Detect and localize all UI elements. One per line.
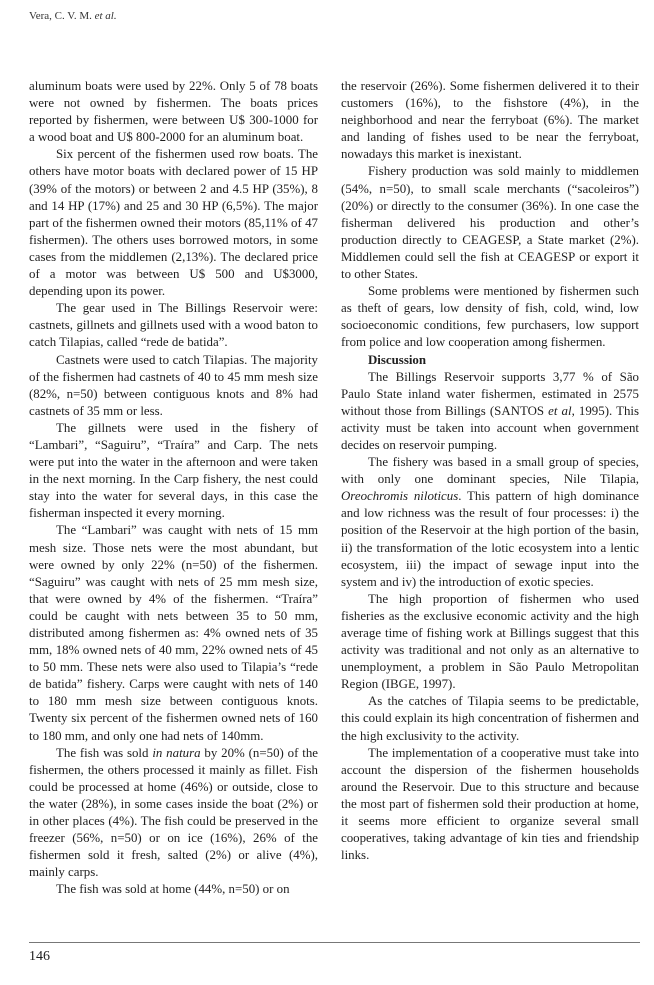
- paragraph: [341, 369, 639, 454]
- paragraph: Castnets were used to catch Tilapias. The majority of the fishermen had castnets of 40 to 45 mm mesh size (82%, n=50) between contiguous knots and 8% had castnets of 35 mm or less.: [29, 352, 318, 418]
- paragraph: The implementation of a cooperative must take into account the dispersion of the fishermen households around the Reservoir. Due to this structure and because the most part of fishermen sold their production at home, it seems more efficient to organize several small cooperatives, taking advantage of kin ties and friendship links.: [341, 745, 639, 863]
- paragraph: Fishery production was sold mainly to middlemen (54%, n=50), to small scale merchants (“sacoleiros”) (20%) or directly to the consumer (36%). In one case the fisherman delivered his production and other’s production directly to CEAGESP, a State market (2%). Middlemen could sell the fish at CEAGESP or export it to other States.: [341, 164, 639, 282]
- right-column: [341, 78, 639, 864]
- running-head-authors: Vera, C. V. M.: [29, 10, 92, 22]
- running-head: [29, 10, 117, 22]
- text-run: The fishery was based in a small group of species, with only one dominant species, Nile Tilapia,: [341, 455, 639, 487]
- paragraph: the reservoir (26%). Some fishermen delivered it to their customers (16%), to the fishstore (4%), in the neighborhood and near the ferryboat (6%). The market and landing of fishes used to be near the ferryboat, nowadays this market is inexistant.: [341, 79, 639, 162]
- paragraph: The high proportion of fishermen who used fisheries as the exclusive economic activity and the high average time of fishing work at Billings suggest that this activity was traditional and not only as an alternative to unemployment, a problem in São Paulo Metropolitan Region (IBGE, 1997).: [341, 591, 639, 692]
- paragraph: The “Lambari” was caught with nets of 15 mm mesh size. Those nets were the most abundant, but were owned by only 22% (n=50) of the fishermen. “Saguiru” was caught with nets of 25 mm mesh size, that were owned by 4% of the fishermen. “Traíra” could be caught with nets between 35 to 50 mm, distributed among fishermen as: 4% owned nets of 35 mm, 18% owned nets of 40 mm, 22% owned nets of 45 to 50 mm. These nets were also used to Tilapia’s “rede de batida” fishery. Carps were caught with nets of 140 to 180 mm mesh size between contiguous knots. Twenty six percent of the fishermen owned nets of 160 to 180 mm, and only one had nets of 140mm.: [29, 523, 318, 743]
- species-name: Oreochromis niloticus: [341, 489, 459, 504]
- text-run: , 1995). This activity must be taken into account when government decides on reservoir pumping.: [341, 403, 639, 452]
- running-head-etal: et al.: [94, 10, 117, 22]
- text-run: . This pattern of high dominance and low richness was the result of four processes: i) the position of the Reservoir at the high portion of the basin, ii) the transformation of the lotic ecosystem into a lentic ecosystem, iii) the impact of sewage input into the system and iv) the introduction of exotic species.: [341, 489, 639, 589]
- footer-rule: [29, 942, 640, 943]
- paragraph: [29, 745, 318, 882]
- paragraph: aluminum boats were used by 22%. Only 5 of 78 boats were not owned by fishermen. The boats prices reported by fishermen, were between U$ 300-1000 for a wood boat and U$ 800-2000 for an aluminum boat.: [29, 79, 318, 145]
- text-run: by 20% (n=50) of the fishermen, the others processed it mainly as fillet. Fish could be processed at home (46%) or outside, close to the water (28%), in some cases inside the boat (2%) or in other places (4%). The fish could be preserved in the freezer (56%, n=50) or on ice (16%), 26% of the fishermen sold it fresh, salted (2%) or alive (4%), mainly carps.: [29, 745, 319, 880]
- paragraph: As the catches of Tilapia seems to be predictable, this could explain its high concentration of fishermen and the high exclusivity to the activity.: [341, 694, 639, 743]
- paragraph: Six percent of the fishermen used row boats. The others have motor boats with declared power of 15 HP (39% of the motors) or between 2 and 4.5 HP (35%), 8 and 14 HP (17%) and 25 and 30 HP (6,5%). The major part of the fishermen owned their motors (85,11% of 47 fishermen). The others uses borrowed motors, in some cases from the middlemen (2,13%). The declared price of a motor was between U$ 500 and U$3000, depending upon its power.: [29, 147, 318, 299]
- paragraph: Some problems were mentioned by fishermen such as theft of gears, low density of fish, cold, wind, low socioeconomic conditions, few purchasers, low support from police and low cooperation among fishermen.: [341, 284, 639, 350]
- paragraph: [341, 454, 639, 591]
- page-number: 146: [29, 949, 50, 964]
- italic-term: in natura: [152, 745, 201, 760]
- text-run: The Billings Reservoir supports 3,77 % of São Paulo State inland water fishermen, estimated in 2575 without those from Billings (SANTOS: [341, 369, 639, 418]
- section-heading: Discussion: [368, 352, 427, 367]
- paragraph: The gillnets were used in the fishery of “Lambari”, “Saguiru”, “Traíra” and Carp. The nets were put into the water in the afternoon and were taken in the next morning. In the Carp fishery, the nest could stay into the water for several days, in this case the fisherman inspected it every morning.: [29, 420, 318, 521]
- left-column: [29, 78, 318, 899]
- paragraph: The gear used in The Billings Reservoir were: castnets, gillnets and gillnets used with a wood baton to catch Tilapias, called “rede de batida”.: [29, 301, 318, 350]
- paragraph: The fish was sold at home (44%, n=50) or on: [56, 882, 290, 897]
- italic-term: et al: [548, 403, 572, 418]
- text-run: The fish was sold: [56, 745, 153, 760]
